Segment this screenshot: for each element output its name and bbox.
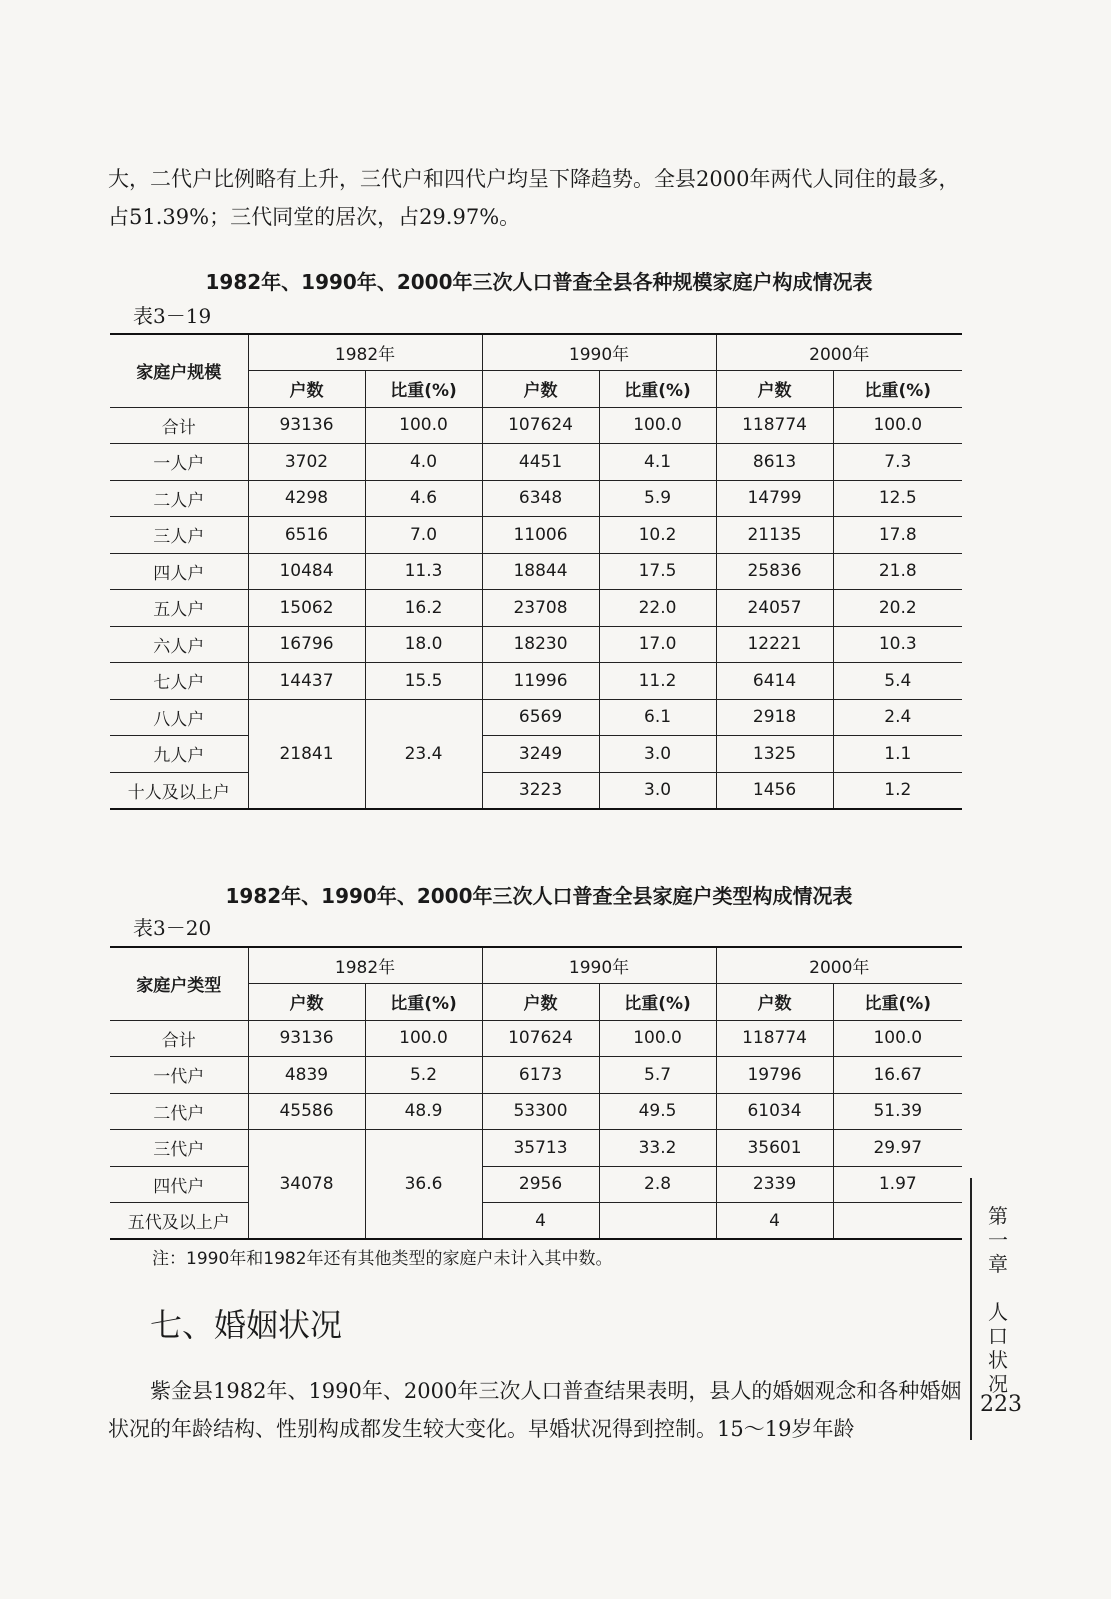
margin-rule (970, 1178, 972, 1440)
cell: 3223 (482, 772, 599, 809)
cell: 5.2 (365, 1057, 482, 1094)
cell: 1.2 (833, 772, 962, 809)
cell: 48.9 (365, 1093, 482, 1130)
cell: 107624 (482, 407, 599, 444)
intro-paragraph: 大，二代户比例略有上升，三代户和四代户均呈下降趋势。全县2000年两代人同住的最多，占51.39%；三代同堂的居次，占29.97%。 (108, 167, 960, 229)
cell: 18.0 (365, 626, 482, 663)
cell: 15.5 (365, 663, 482, 700)
row-label: 二代户 (110, 1093, 248, 1130)
table-header-row (110, 334, 962, 371)
cell: 107624 (482, 1020, 599, 1057)
cell: 17.8 (833, 517, 962, 554)
table-row (110, 1093, 962, 1130)
cell: 93136 (248, 1020, 365, 1057)
cell: 33.2 (599, 1130, 716, 1167)
row-label: 三人户 (110, 517, 248, 554)
cell: 3.0 (599, 736, 716, 773)
col-header-count: 户数 (248, 371, 365, 408)
cell: 2918 (716, 699, 833, 736)
body-paragraph: 紫金县1982年、1990年、2000年三次人口普查结果表明，县人的婚姻观念和各种婚姻状况的年龄结构、性别构成都发生较大变化。早婚状况得到控制。15～19岁年龄 (108, 1379, 962, 1441)
merged-cell: 23.4 (365, 699, 482, 809)
cell: 24057 (716, 590, 833, 627)
cell: 11.2 (599, 663, 716, 700)
col-header-count: 户数 (716, 371, 833, 408)
cell: 100.0 (365, 407, 482, 444)
cell: 100.0 (833, 407, 962, 444)
cell: 6348 (482, 480, 599, 517)
cell: 21135 (716, 517, 833, 554)
cell: 23708 (482, 590, 599, 627)
row-header: 家庭户规模 (110, 334, 248, 407)
row-label: 八人户 (110, 699, 248, 736)
cell: 53300 (482, 1093, 599, 1130)
cell: 17.5 (599, 553, 716, 590)
year-header: 1990年 (482, 947, 716, 984)
cell: 5.4 (833, 663, 962, 700)
table-note: 注：1990年和1982年还有其他类型的家庭户未计入其中数。 (152, 1249, 613, 1269)
cell: 20.2 (833, 590, 962, 627)
cell (599, 1203, 716, 1240)
cell: 14799 (716, 480, 833, 517)
cell: 7.3 (833, 444, 962, 481)
cell: 21.8 (833, 553, 962, 590)
cell: 2.8 (599, 1166, 716, 1203)
cell: 11.3 (365, 553, 482, 590)
cell: 4.1 (599, 444, 716, 481)
year-header: 1990年 (482, 334, 716, 371)
cell: 61034 (716, 1093, 833, 1130)
cell: 3.0 (599, 772, 716, 809)
year-header: 1982年 (248, 947, 482, 984)
cell: 14437 (248, 663, 365, 700)
cell: 4451 (482, 444, 599, 481)
cell: 4298 (248, 480, 365, 517)
cell: 35601 (716, 1130, 833, 1167)
cell: 19796 (716, 1057, 833, 1094)
merged-cell: 36.6 (365, 1130, 482, 1240)
table-row (110, 444, 962, 481)
row-header: 家庭户类型 (110, 947, 248, 1020)
table-row (110, 517, 962, 554)
cell: 18844 (482, 553, 599, 590)
table-row (110, 736, 962, 773)
cell: 4839 (248, 1057, 365, 1094)
cell: 25836 (716, 553, 833, 590)
row-label: 六人户 (110, 626, 248, 663)
col-header-count: 户数 (482, 984, 599, 1021)
cell: 93136 (248, 407, 365, 444)
cell: 16.2 (365, 590, 482, 627)
cell: 6414 (716, 663, 833, 700)
cell: 10.2 (599, 517, 716, 554)
cell: 1.97 (833, 1166, 962, 1203)
merged-cell: 21841 (248, 699, 365, 809)
cell: 16.67 (833, 1057, 962, 1094)
cell: 10.3 (833, 626, 962, 663)
cell: 6569 (482, 699, 599, 736)
row-label: 合计 (110, 1020, 248, 1057)
cell: 5.9 (599, 480, 716, 517)
row-label: 十人及以上户 (110, 772, 248, 809)
chapter-tab: 第 一 章 人 口 状 况 (988, 1204, 1008, 1396)
cell: 16796 (248, 626, 365, 663)
row-label: 五人户 (110, 590, 248, 627)
cell: 51.39 (833, 1093, 962, 1130)
cell: 100.0 (833, 1020, 962, 1057)
cell: 1.1 (833, 736, 962, 773)
col-header-share: 比重(%) (833, 371, 962, 408)
cell: 118774 (716, 1020, 833, 1057)
table-row (110, 772, 962, 809)
section-heading: 七、婚姻状况 (150, 1306, 343, 1344)
col-header-count: 户数 (248, 984, 365, 1021)
cell: 49.5 (599, 1093, 716, 1130)
cell: 4.6 (365, 480, 482, 517)
table-row (110, 1166, 962, 1203)
table-row (110, 1130, 962, 1167)
table-header-row (110, 947, 962, 984)
row-label: 四人户 (110, 553, 248, 590)
row-label: 四代户 (110, 1166, 248, 1203)
cell: 12.5 (833, 480, 962, 517)
cell: 18230 (482, 626, 599, 663)
row-label: 九人户 (110, 736, 248, 773)
cell: 4 (716, 1203, 833, 1240)
col-header-share: 比重(%) (599, 984, 716, 1021)
cell: 118774 (716, 407, 833, 444)
table-row (110, 590, 962, 627)
table1-number: 表3－19 (133, 304, 212, 328)
cell: 5.7 (599, 1057, 716, 1094)
cell: 100.0 (365, 1020, 482, 1057)
year-header: 2000年 (716, 334, 962, 371)
page-number: 223 (980, 1392, 1022, 1417)
cell: 4.0 (365, 444, 482, 481)
col-header-share: 比重(%) (365, 984, 482, 1021)
table-row (110, 407, 962, 444)
col-header-count: 户数 (716, 984, 833, 1021)
table-row (110, 626, 962, 663)
cell: 6.1 (599, 699, 716, 736)
table-row (110, 1203, 962, 1240)
table2-caption: 1982年、1990年、2000年三次人口普查全县家庭户类型构成情况表 (225, 884, 853, 908)
merged-cell: 34078 (248, 1130, 365, 1240)
col-header-share: 比重(%) (599, 371, 716, 408)
cell: 1325 (716, 736, 833, 773)
cell: 45586 (248, 1093, 365, 1130)
row-label: 五代及以上户 (110, 1203, 248, 1240)
cell: 1456 (716, 772, 833, 809)
cell: 100.0 (599, 1020, 716, 1057)
year-header: 2000年 (716, 947, 962, 984)
cell: 29.97 (833, 1130, 962, 1167)
cell: 8613 (716, 444, 833, 481)
table-row (110, 1057, 962, 1094)
row-label: 二人户 (110, 480, 248, 517)
col-header-share: 比重(%) (833, 984, 962, 1021)
cell: 3249 (482, 736, 599, 773)
cell: 12221 (716, 626, 833, 663)
table-row (110, 699, 962, 736)
cell: 11996 (482, 663, 599, 700)
table-row (110, 1020, 962, 1057)
year-header: 1982年 (248, 334, 482, 371)
row-label: 一代户 (110, 1057, 248, 1094)
row-label: 合计 (110, 407, 248, 444)
cell: 6173 (482, 1057, 599, 1094)
household-size-table (110, 333, 962, 810)
row-label: 三代户 (110, 1130, 248, 1167)
household-type-table (110, 946, 962, 1240)
cell: 35713 (482, 1130, 599, 1167)
table-row (110, 663, 962, 700)
cell: 7.0 (365, 517, 482, 554)
cell: 15062 (248, 590, 365, 627)
table-row (110, 480, 962, 517)
cell: 2.4 (833, 699, 962, 736)
cell: 6516 (248, 517, 365, 554)
cell: 22.0 (599, 590, 716, 627)
cell: 2956 (482, 1166, 599, 1203)
table-row (110, 553, 962, 590)
cell: 2339 (716, 1166, 833, 1203)
row-label: 七人户 (110, 663, 248, 700)
cell: 17.0 (599, 626, 716, 663)
col-header-count: 户数 (482, 371, 599, 408)
cell: 4 (482, 1203, 599, 1240)
table2-number: 表3－20 (133, 916, 212, 940)
cell: 10484 (248, 553, 365, 590)
cell (833, 1203, 962, 1240)
col-header-share: 比重(%) (365, 371, 482, 408)
row-label: 一人户 (110, 444, 248, 481)
cell: 3702 (248, 444, 365, 481)
cell: 100.0 (599, 407, 716, 444)
cell: 11006 (482, 517, 599, 554)
table1-caption: 1982年、1990年、2000年三次人口普查全县各种规模家庭户构成情况表 (205, 270, 873, 294)
